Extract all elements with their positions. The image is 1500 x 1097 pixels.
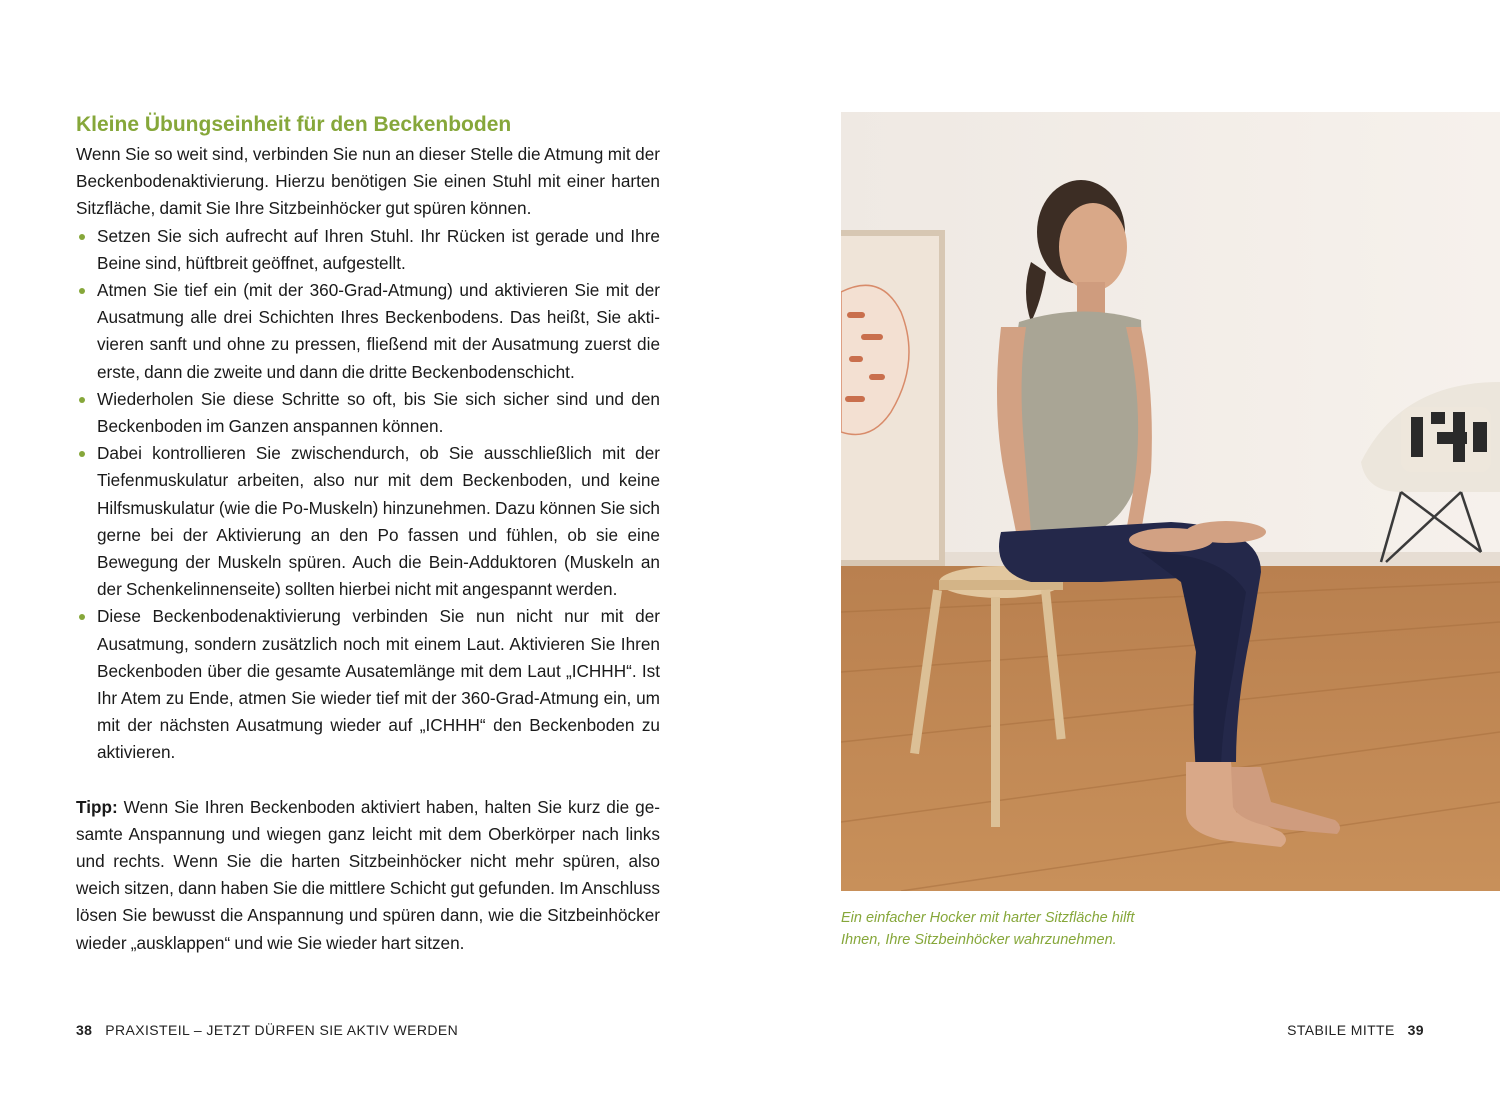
bullet-icon — [79, 451, 85, 457]
page-number-right: 39 — [1407, 1022, 1424, 1038]
tip-paragraph — [76, 794, 660, 957]
bullet-icon — [79, 288, 85, 294]
intro-paragraph: Wenn Sie so weit sind, verbinden Sie nun an dieser Stelle die Atmung mit der Beckenbodenaktivierung. Hierzu benötigen Sie einen Stuhl mit einer harten Sitzfläche, damit Sie Ihre Sitzbeinhöcker gut spüren können. — [76, 144, 660, 219]
photo-caption: Ein einfacher Hocker mit harter Sitzfläche hilft Ihnen, Ihre Sitzbeinhöcker wahrzunehmen. — [841, 910, 1135, 948]
list-item: Diese Beckenbodenaktivierung verbinden Sie nun nicht nur mit der Ausatmung, sondern zusätzlich noch mit einem Laut. Aktivieren Sie Ihren Beckenboden über die gesamte Ausatemlänge mit dem Laut „ICHHH“. Ist Ihr Atem zu Ende, atmen Sie wieder tief mit der 360-Grad-Atmung ein, um mit der nächsten Ausatmung wieder auf „ICHHH“ den Beckenboden zu aktivieren. — [76, 603, 660, 766]
exercise-photo — [841, 112, 1500, 891]
exercise-steps-list — [76, 223, 660, 767]
running-head-right: STABILE MITTE — [1287, 1022, 1395, 1038]
running-head-left: PRAXISTEIL – JETZT DÜRFEN SIE AKTIV WERDEN — [105, 1022, 459, 1038]
left-page-text — [76, 110, 660, 957]
bullet-icon — [79, 397, 85, 403]
footer-right — [1287, 1022, 1424, 1038]
footer-left — [76, 1022, 458, 1038]
bullet-icon — [79, 614, 85, 620]
list-item: Setzen Sie sich aufrecht auf Ihren Stuhl. Ihr Rücken ist gerade und Ihre Beine sind, hüftbreit geöffnet, aufgestellt. — [76, 223, 660, 277]
list-item: Dabei kontrollieren Sie zwischendurch, ob Sie ausschließlich mit der Tiefenmuskulatur arbeiten, also nur mit dem Beckenboden, und keine Hilfsmuskulatur (wie die Po-Muskeln) hinzunehmen. Dazu können Sie sich gerne bei der Aktivierung an den Po fassen und fühlen, ob sie eine Bewegung der Muskeln spüren. Auch die Bein-Adduktoren (Muskeln an der Schenkelinnenseite) sollten hierbei nicht mit angespannt werden. — [76, 440, 660, 603]
list-item: Wiederholen Sie diese Schritte so oft, bis Sie sich sicher sind und den Beckenboden im Ganzen anspannen können. — [76, 386, 660, 440]
tip-label: Tipp: — [76, 796, 118, 817]
page-number-left: 38 — [76, 1022, 93, 1038]
bullet-icon — [79, 234, 85, 240]
section-heading: Kleine Übungseinheit für den Beckenboden — [76, 113, 512, 136]
tip-text: Wenn Sie Ihren Beckenboden aktiviert haben, halten Sie kurz die gesamte Anspannung und wiegen ganz leicht mit dem Oberkörper nach links und rechts. Wenn Sie die harten Sitzbeinhöcker nicht mehr spüren, also weich sitzen, dann haben Sie die mittlere Schicht gut gefunden. Im Anschluss lösen Sie bewusst die Anspannung und spüren dann, wie die Sitzbeinhöcker wieder „ausklappen“ und wie Sie wieder hart sitzen. — [76, 796, 660, 953]
list-item: Atmen Sie tief ein (mit der 360-Grad-Atmung) und aktivieren Sie mit der Ausatmung alle drei Schichten Ihres Beckenbodens. Das heißt, Sie aktivieren sanft und ohne zu pressen, fließend mit der Ausatmung zuerst die erste, dann die zweite und dann die dritte Beckenbodenschicht. — [76, 277, 660, 386]
